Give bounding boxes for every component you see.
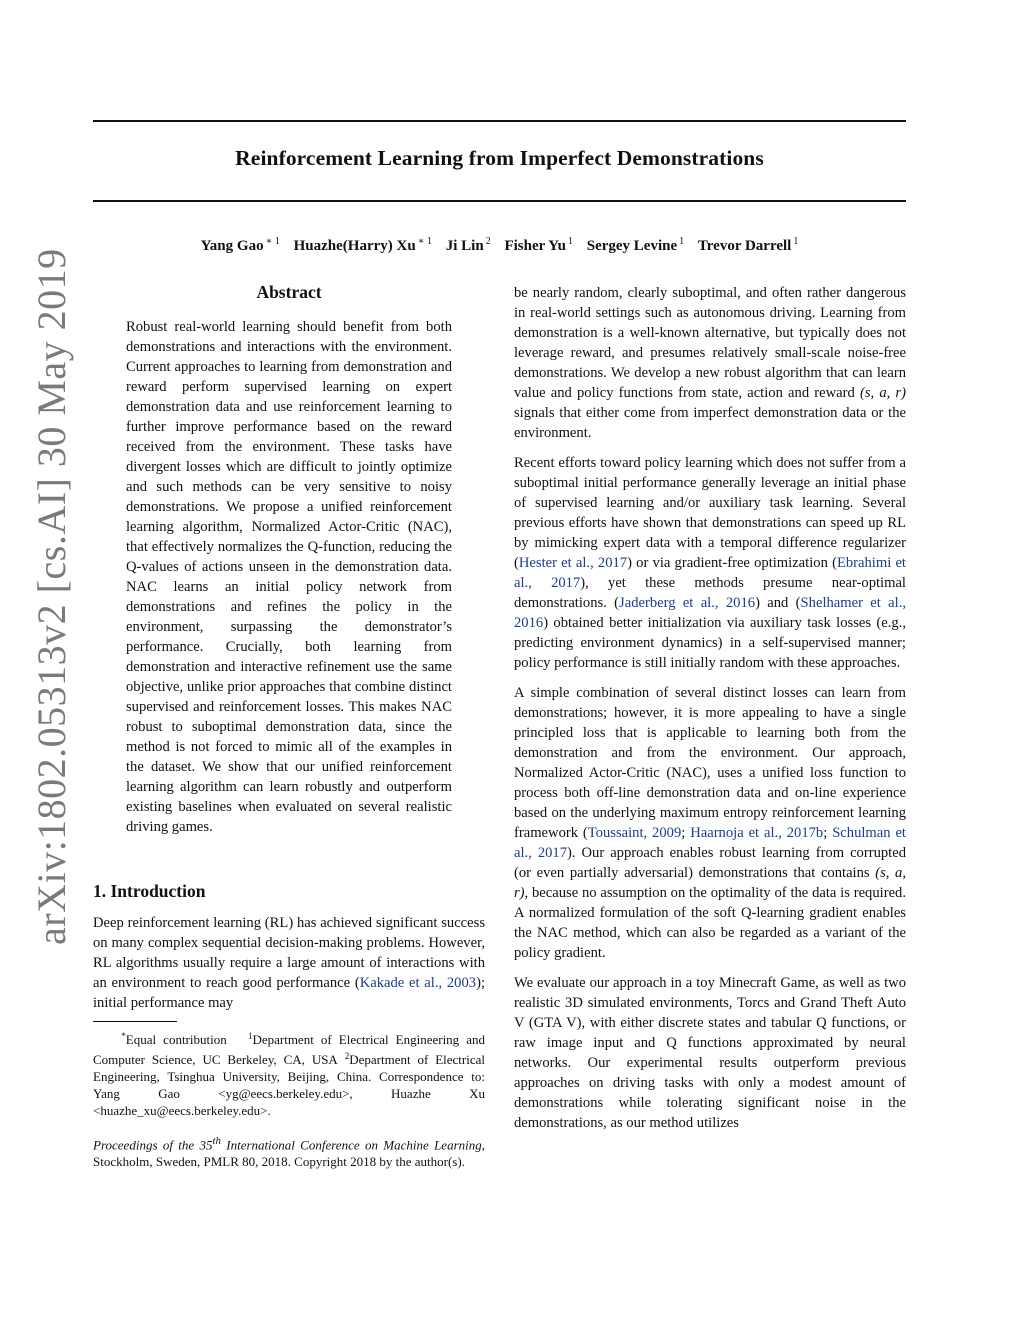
right-paragraph-3	[514, 683, 906, 963]
citation-link[interactable]: Kakade et al., 2003	[359, 975, 477, 991]
proceedings-rest: , Stockholm, Sweden, PMLR 80, 2018. Copyright 2018 by the author(s).	[93, 1137, 485, 1170]
text-span: ) and (	[755, 595, 801, 611]
author-name: Trevor Darrell	[697, 238, 792, 254]
left-column	[93, 280, 485, 1170]
text-span: ); initial performance may	[93, 975, 485, 1011]
paper-title: Reinforcement Learning from Imperfect Demonstrations	[235, 146, 764, 170]
text-span: Recent efforts toward policy learning which does not suffer from a suboptimal initial performance generally leverage an initial phase of supervised learning and/or auxiliary task learning. Several previous efforts have shown that demonstrations can speed up RL by mimicking expert data with a temporal difference regularizer (	[514, 455, 906, 571]
title-rule-bottom	[93, 200, 906, 202]
text-span: signals that either come from imperfect demonstration data or the environment.	[514, 405, 906, 441]
footnote-equal: Equal contribution	[125, 1032, 227, 1047]
abstract-heading: Abstract	[256, 282, 322, 302]
author-6	[698, 236, 798, 255]
arxiv-identifier: arXiv:1802.05313v2 [cs.AI] 30 May 2019	[29, 248, 74, 945]
proceedings-note	[93, 1133, 485, 1170]
footnote-mark: 1	[247, 1031, 253, 1041]
citation-link[interactable]: Schulman et al., 2017	[514, 825, 906, 861]
author-mark: ∗ 1	[417, 236, 432, 247]
author-name: Huazhe(Harry) Xu	[293, 238, 416, 254]
author-mark: 1	[793, 236, 799, 247]
citation-link[interactable]: Hester et al., 2017	[518, 555, 628, 571]
text-span: ), yet these methods presume near-optimal demonstrations. (	[514, 575, 906, 611]
author-name: Fisher Yu	[504, 238, 566, 254]
math-sar: (s, a, r)	[514, 865, 906, 901]
title-rule-top	[93, 120, 906, 122]
citation-link[interactable]: Shelhamer et al., 2016	[514, 595, 906, 631]
citation-link[interactable]: Jaderberg et al., 2016	[619, 595, 756, 611]
text-span: be nearly random, clearly suboptimal, and often rather dangerous in real-world settings such as autonomous driving. Learning from demonstration is a well-known alternative, but typically does not leverage reward, and presumes relatively small-scale noise-free demonstrations. We develop a new robust algorithm that can learn value and policy functions from state, action and reward	[514, 285, 906, 401]
author-mark: 2	[485, 236, 491, 247]
author-mark: ∗ 1	[265, 236, 280, 247]
right-paragraph-2	[514, 453, 906, 673]
author-name: Ji Lin	[445, 238, 484, 254]
right-paragraph-1	[514, 283, 906, 443]
author-name: Sergey Levine	[586, 238, 678, 254]
abstract-text: Robust real-world learning should benefit from both demonstrations and interactions with the environment. Current approaches to learning from demonstration and reward perform supervised learning on expert demonstration data and use reinforcement learning to further improve performance based on the reward received from the environment. These tasks have divergent losses which are difficult to jointly optimize and such methods can be very sensitive to noisy demonstrations. We propose a unified reinforcement learning algorithm, Normalized Actor-Critic (NAC), that effectively normalizes the Q-function, reducing the Q-values of actions unseen in the demonstration data. NAC learns an initial policy network from demonstrations and refines the policy in the environment, surpassing the demonstrator’s performance. Crucially, both learning from demonstration and interactive refinement use the same objective, unlike prior approaches that combine distinct supervised and reinforcement losses. This makes NAC robust to suboptimal demonstration data, since the method is not forced to mimic all of the examples in the dataset. We show that our unified reinforcement learning algorithm can learn robustly and outperform existing baselines when evaluated on several realistic driving games.	[126, 319, 452, 835]
text-span: , because no assumption on the optimality of the data is required. A normalized formulation of the soft Q-learning gradient enables the NAC method, which can also be regarded as a variant of the policy gradient.	[514, 885, 906, 961]
right-paragraph-4: We evaluate our approach in a toy Minecraft Game, as well as two realistic 3D simulated environments, Torcs and Grand Theft Auto V (GTA V), with either discrete states and tabular Q functions, or raw image input and Q functions approximated by neural networks. Our experimental results outperform previous approaches on driving tasks with only a modest amount of demonstrations while tolerating significant noise in the demonstrations, as our method utilizes	[514, 975, 906, 1131]
footnote-mark: 2	[344, 1051, 350, 1061]
right-column	[514, 283, 906, 1143]
footnote-mark: *	[121, 1031, 126, 1041]
footnote-affiliations	[93, 1028, 485, 1119]
author-1	[201, 236, 280, 255]
text-span: ). Our approach enables robust learning from corrupted (or even partially adversarial) demonstrations that contains	[514, 845, 906, 881]
text-span: A simple combination of several distinct losses can learn from demonstrations; however, it is more appealing to have a single principled loss that is applicable to learning both from the demonstration and from the environment. Our approach, Normalized Actor-Critic (NAC), uses a unified loss function to process both off-line demonstration data and on-line experience based on the underlying maximum entropy reinforcement learning framework (	[514, 685, 906, 841]
text-span: Deep reinforcement learning (RL) has achieved significant success on many complex sequential decision-making problems. However, RL algorithms usually require a large amount of interactions with an environment to reach good performance (	[93, 915, 485, 991]
introduction-heading: 1. Introduction	[93, 881, 206, 901]
footnote-rule	[93, 1021, 177, 1022]
proceedings-sup: th	[212, 1135, 221, 1147]
text-span: ) obtained better initialization via auxiliary task losses (e.g., predicting environment dynamics) in a self-supervised manner; policy performance is still initially random with these approaches.	[514, 615, 906, 671]
text-span: ;	[823, 825, 833, 841]
text-span: ) or via gradient-free optimization (	[627, 555, 837, 571]
author-mark: 1	[679, 236, 685, 247]
introduction-paragraph-1	[93, 913, 485, 1013]
footnote-affil-2: Department of Electrical Engineering, Tsinghua University, Beijing, China. Correspondence to: Yang Gao <yg@eecs.berkeley.edu>, Huazhe Xu <huazhe_xu@eecs.berkeley.edu>.	[93, 1052, 485, 1118]
author-list	[93, 236, 906, 255]
author-mark: 1	[567, 236, 573, 247]
author-4	[504, 236, 573, 255]
math-sar: (s, a, r)	[859, 385, 906, 401]
proceedings-italic-b: International Conference on Machine Learning	[220, 1137, 482, 1153]
text-span: ;	[681, 825, 691, 841]
proceedings-italic-a: Proceedings of the 35	[93, 1137, 213, 1153]
author-2	[294, 236, 432, 255]
citation-link[interactable]: Toussaint, 2009	[587, 825, 682, 841]
citation-link[interactable]: Haarnoja et al., 2017b	[690, 825, 824, 841]
author-3	[446, 236, 491, 255]
author-name: Yang Gao	[200, 238, 264, 254]
author-5	[587, 236, 684, 255]
footnote-affil-1: Department of Electrical Engineering and Computer Science, UC Berkeley, CA, USA	[93, 1032, 486, 1067]
citation-link[interactable]: Ebrahimi et al., 2017	[514, 555, 906, 591]
